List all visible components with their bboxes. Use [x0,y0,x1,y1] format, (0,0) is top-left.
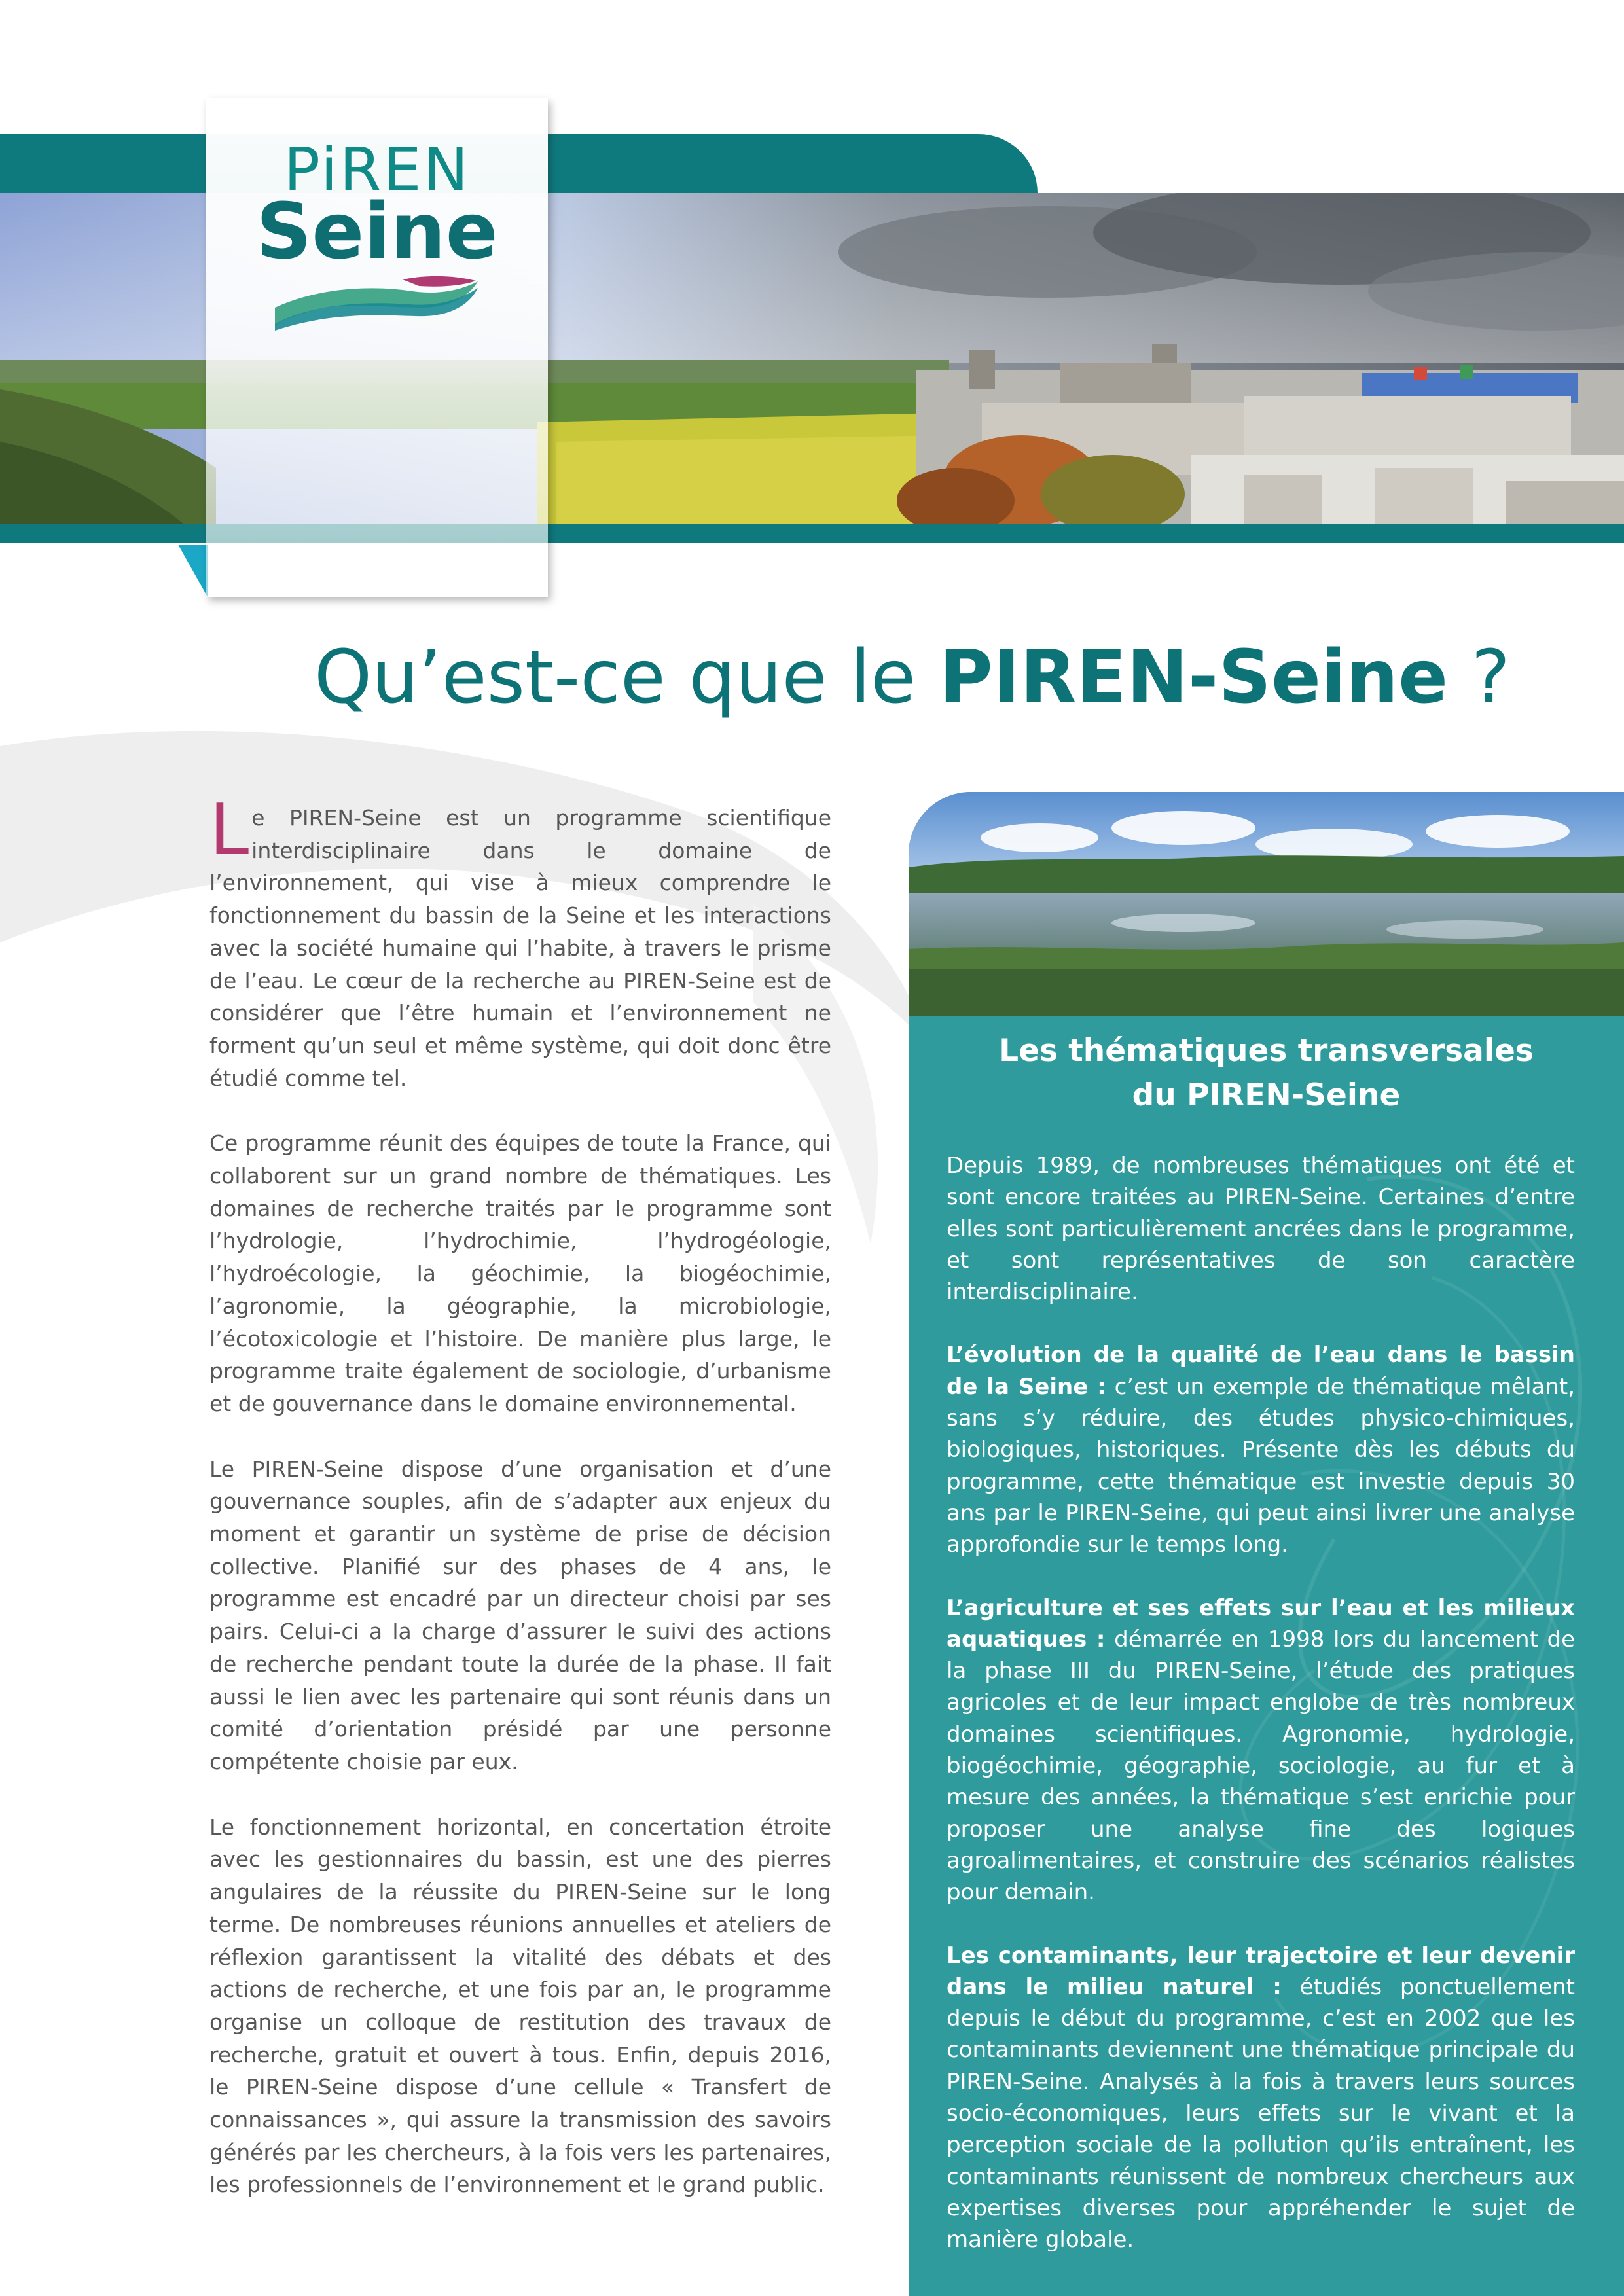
intro-paragraph-4: Le fonctionnement horizontal, en concertation étroite avec les gestionnaires du bassin, est une des pierres angulaires de la réussite du PIREN-Seine sur le long terme. De nombreuses réunions annuelles et ateliers de réflexion garantissent la vitalité des débats et des actions de recherche, et une fois par an, le programme organise un colloque de restitution des travaux de recherche, gratuit et ouvert à tous. Enfin, depuis 2016, le PIREN-Seine dispose d’une cellule « Transfert de connaissances », qui assure la transmission des savoirs générés par les chercheurs, à la fois vers les partenaires, les professionnels de l’environnement et le grand public. [209,1814,831,2198]
theme-water-quality: L’évolution de la qualité de l’eau dans le bassin de la Seine : c’est un exemple de thématique mêlant, sans s’y réduire, des études physico-chimiques, biologiques, historiques. Présente dès les débuts du programme, cette thématique est investie depuis 30 ans par le PIREN-Seine, qui peut ainsi livrer une analyse approfondie sur le temps long. [947,1342,1576,1558]
intro-column [209,789,831,2234]
logo-wordmark-seine: Seine [256,186,498,276]
themes-title: Les thématiques transversales du PIREN-Seine [999,1033,1534,1113]
themes-body [947,1150,1575,2287]
logo-card-tab [178,545,208,597]
theme-agriculture: L’agriculture et ses effets sur l’eau et les milieux aquatiques : démarrée en 1998 lors du lancement de la phase III du PIREN-Seine, l’étude des pratiques agricoles et de leur impact englobe de très nombreux domaines scientifiques. Agronomie, hydrologie, biogéochimie, géographie, sociologie, au fur et à mesure des années, la thématique s’est enrichie pour proposer une analyse fine des logiques agroalimentaires, et construire des scénarios réalistes pour demain. [947,1594,1575,1906]
logo-card [206,98,548,597]
themes-panel [909,792,1624,2296]
intro-paragraph-1: Le PIREN-Seine est un programme scientifique interdisciplinaire dans le domaine de l’environnement, qui vise à mieux comprendre le fonctionnement du bassin de la Seine et les interactions avec la société humaine qui l’habite, à travers le prisme de l’eau. Le cœur de la recherche au PIREN-Seine est de considérer que l’être humain et l’environnement ne forment qu’un seul et même système, qui doit donc être étudié comme tel. [209,789,831,1091]
themes-intro: Depuis 1989, de nombreuses thématiques ont été et sont encore traitées au PIREN-Seine. Certaines d’entre elles sont particulièrement ancrées dans le programme, et sont représentatives de son caractère interdisciplinaire. [947,1153,1575,1306]
intro-paragraph-2: Ce programme réunit des équipes de toute la France, qui collaborent sur un grand nombre de thématiques. Les domaines de recherche traités par le programme sont l’hydrologie, l’hydrochimie, l’hydrogéologie, l’hydroécologie, la géochimie, la biogéochimie, l’agronomie, la géographie, la microbiologie, l’écotoxicologie et l’histoire. De manière plus large, le programme traite également de sociologie, d’urbanisme et de gouvernance dans le domaine environnemental. [209,1130,831,1416]
page-title: Qu’est-ce que le PIREN-Seine ? [314,635,1511,720]
intro-paragraph-3: Le PIREN-Seine dispose d’une organisation et d’une gouvernance souples, afin de s’adapter aux enjeux du moment et garantir un système de prise de décision collective. Planifié sur des phases de 4 ans, le programme est encadré par un directeur choisi par ses pairs. Celui-ci a la charge d’assurer le suivi des actions de recherche pendant toute la durée de la phase. Il fait aussi le lien avec les partenaire qui sont réunis dans un comité d’orientation présidé par une personne compétente choisie par eux. [209,1456,831,1774]
logo-wordmark-piren: PiREN [283,135,471,205]
logo-wave-icon [272,272,481,331]
theme-contaminants: Les contaminants, leur trajectoire et leur devenir dans le milieu naturel : étudiés ponctuellement depuis le début du programme, c’est en 2002 que les contaminants deviennent une thématique principale du PIREN-Seine. Analysés à la fois à travers leurs sources socio-économiques, leurs effets sur le vivant et la perception sociale de la pollution qu’ils entraînent, les contaminants réunissent de nombreux chercheurs aux expertises diverses pour appréhender le sujet de manière globale. [947,1942,1575,2253]
dropcap-letter: L [209,789,249,871]
lake-photo [909,792,1624,1016]
